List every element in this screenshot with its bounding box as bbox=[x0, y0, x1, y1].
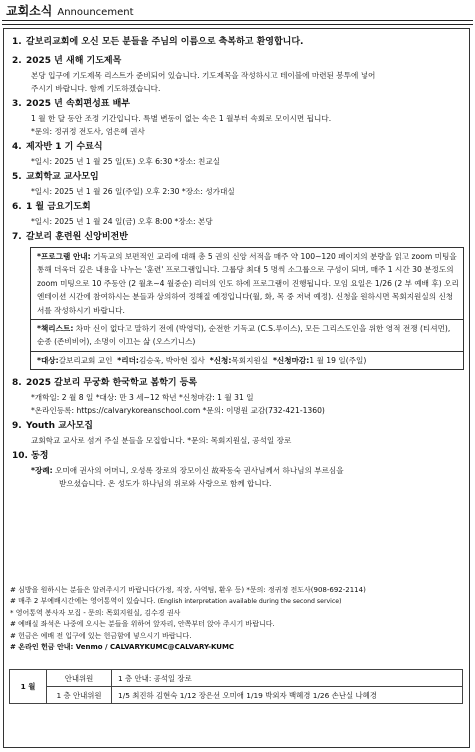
item-title: 1 월 금요기도회 bbox=[26, 202, 91, 212]
item-line: 1 월 한 달 동안 조정 기간입니다. 특별 변동이 없는 속은 1 월부터 속회로 모이시면 됩니다. bbox=[31, 114, 332, 123]
program-text: 기독교의 보편적인 교리에 대해 총 5 권의 신앙 서적을 매주 약 100~120 페이지의 분량을 읽고 zoom 미팅을 통해 더욱더 깊은 내용을 나누는 '훈련' 프로그램입니다. 그룹당 최대 5 명씩 소그룹으로 구성이 되며, 매주 1 시간 30 분정도의 zoom 미팅으로 10 주동안 (2 월초~4 월중순) 리더의 인도 하에 프로그램이 진행됩니다. 모임 요일은 1/26 (2 부 예배 후) 오리엔테이션 시간에 참여하시는 분들과 상의하여 정해질 예정입니다(월, 화, 목 중 저녁 예정). 신청을 원하시면 목회지원실의 신청서를 작성하시기 바랍니다. bbox=[37, 252, 459, 315]
page-header bbox=[6, 2, 134, 20]
note-online-offering: # 온라인 헌금 안내: Venmo / CALVARYKUMC@CALVARY-KUMC bbox=[10, 643, 235, 652]
announcement-9 bbox=[12, 419, 464, 447]
item-number: 2. bbox=[12, 56, 22, 66]
duty-role: 1 층 안내위원 bbox=[47, 687, 112, 704]
section-title: 교회소식 bbox=[6, 4, 53, 18]
announcement-8 bbox=[12, 376, 464, 417]
item-title: Youth 교사모집 bbox=[26, 421, 93, 432]
item-number: 7. bbox=[12, 232, 22, 242]
item-line: 교회학교 교사로 섬겨 주실 분들을 모집합니다. *문의: 목회지원실, 공석일 장로 bbox=[31, 436, 292, 446]
condolence-line-2: 받으셨습니다. 온 성도가 하나님의 위로와 사랑으로 함께 합니다. bbox=[59, 479, 272, 489]
item-line: *문의: 정귀정 전도사, 엄은혜 권사 bbox=[31, 127, 145, 136]
section-title-english: Announcement bbox=[57, 7, 134, 18]
notes-list bbox=[10, 585, 465, 653]
item-title: 2025 갈보리 무궁화 한국학교 봄학기 등록 bbox=[26, 378, 198, 389]
item-line: 주시기 바랍니다. 함께 기도하겠습니다. bbox=[31, 84, 161, 93]
item-number: 8. bbox=[12, 378, 22, 389]
item-line: *일시: 2025 년 1 월 26 일(주일) 오후 2:30 *장소: 성가대실 bbox=[31, 187, 235, 196]
item-title: 제자반 1 기 수료식 bbox=[26, 142, 103, 152]
leader-label: *리더: bbox=[117, 355, 139, 365]
table-row bbox=[10, 687, 463, 704]
item-line: 본당 입구에 기도제목 리스트가 준비되어 있습니다. 기도제목을 작성하시고 테이블에 마련된 봉투에 넣어 bbox=[31, 71, 376, 80]
announcement-2 bbox=[12, 54, 464, 95]
item-line: *개학일: 2 월 8 일 *대상: 만 3 세~12 학년 *신청마감: 1 월 31 일 bbox=[31, 393, 254, 403]
program-label: *프로그램 안내: bbox=[37, 252, 91, 261]
apply-text: 목회지원실 bbox=[231, 355, 269, 365]
duty-value: 1/5 최진하 김현숙 1/12 장은선 오미애 1/19 박외자 백혜경 1/26 손난실 나혜경 bbox=[112, 687, 463, 704]
deadline-label: *신청마감: bbox=[272, 355, 310, 365]
item-number: 1. bbox=[12, 37, 22, 47]
item-number: 5. bbox=[12, 172, 22, 182]
item-line: *온라인등록: https://calvarykoreanschool.com *문의: 이명원 교감(732-421-1360) bbox=[31, 406, 325, 416]
note-visitation: # 심방을 원하시는 분들은 알려주시기 바랍니다(가정, 직장, 사역팀, 환우 등) *문의: 정귀정 전도사(908-692-2114) bbox=[10, 586, 366, 594]
announcement-10 bbox=[12, 449, 464, 490]
item-number: 9. bbox=[12, 421, 22, 432]
header-divider bbox=[2, 20, 473, 21]
announcement-list bbox=[12, 35, 464, 490]
note-interpretation-ko: # 매주 2 부예배시간에는 영어통역이 있습니다. bbox=[10, 597, 156, 606]
condolence-line bbox=[12, 464, 464, 477]
item-number: 10. bbox=[12, 451, 28, 462]
table-row bbox=[10, 670, 463, 687]
condolence-text: 오미애 권사의 어머니, 오성록 장로의 장모이신 故곽동숙 권사님께서 하나님의 부르심을 bbox=[55, 466, 344, 476]
note-volunteer: * 영어통역 봉사자 모집 - 문의: 목회지원실, 김수경 권사 bbox=[10, 608, 181, 617]
item-number: 4. bbox=[12, 142, 22, 152]
duty-role: 안내위원 bbox=[47, 670, 112, 687]
announcement-7 bbox=[12, 230, 464, 370]
vision-program-box bbox=[30, 247, 464, 370]
note-interpretation-en: (English interpretation available during the second service) bbox=[157, 598, 342, 606]
item-line: *일시: 2025 년 1 월 24 일(금) 오후 8:00 *장소: 본당 bbox=[31, 217, 213, 226]
note-interpretation bbox=[10, 596, 465, 607]
announcement-1 bbox=[12, 35, 464, 50]
item-title: 갈보리교회에 오신 모든 분들을 주님의 이름으로 축복하고 환영합니다. bbox=[26, 37, 304, 47]
books-label: *책리스트: bbox=[37, 324, 74, 334]
apply-label: *신청: bbox=[209, 355, 232, 365]
duty-month: 1 월 bbox=[10, 670, 47, 704]
announcement-3 bbox=[12, 97, 464, 138]
item-title: 갈보리 훈련원 신앙비전반 bbox=[26, 232, 128, 242]
condolence-label: *장례: bbox=[31, 466, 53, 476]
announcement-4 bbox=[12, 140, 464, 168]
program-details bbox=[31, 352, 463, 369]
item-line: *일시: 2025 년 1 월 25 일(토) 오후 6:30 *장소: 친교실 bbox=[31, 157, 221, 166]
duty-value: 1 층 안내: 공석일 장로 bbox=[112, 670, 463, 687]
item-title: 동정 bbox=[31, 451, 49, 462]
deadline-text: 1 월 19 일(주일) bbox=[309, 355, 367, 365]
item-title: 교회학교 교사모임 bbox=[26, 172, 99, 182]
item-number: 3. bbox=[12, 99, 22, 109]
announcement-6 bbox=[12, 200, 464, 228]
note-seating: # 예배실 좌석은 나중에 오시는 분들을 위하여 앞자리, 안쪽부터 앉아 주시기 바랍니다. bbox=[10, 620, 275, 629]
book-list bbox=[31, 320, 463, 352]
item-number: 6. bbox=[12, 202, 22, 212]
program-info bbox=[31, 248, 463, 320]
target-label: *대상: bbox=[37, 355, 59, 365]
note-offering: # 헌금은 예배 전 입구에 있는 헌금함에 넣으시기 바랍니다. bbox=[10, 631, 192, 640]
announcement-5 bbox=[12, 170, 464, 198]
target-text: 갈보리교회 교인 bbox=[58, 355, 113, 365]
leader-text: 김승욱, 박아현 집사 bbox=[138, 355, 205, 365]
header-divider-lower bbox=[2, 24, 473, 25]
usher-duty-table bbox=[9, 669, 463, 704]
books-text: 차마 신이 없다고 말하기 전에 (박영덕), 순전한 기독교 (C.S.루이스), 모든 그리스도인을 위한 영적 전쟁 (티셔먼), 순종 (존비비어), 소명이 이끄는 삶 (오스기니스) bbox=[37, 324, 451, 347]
item-title: 2025 년 속회편성표 배부 bbox=[26, 99, 131, 109]
item-title: 2025 년 새해 기도제목 bbox=[26, 56, 122, 66]
